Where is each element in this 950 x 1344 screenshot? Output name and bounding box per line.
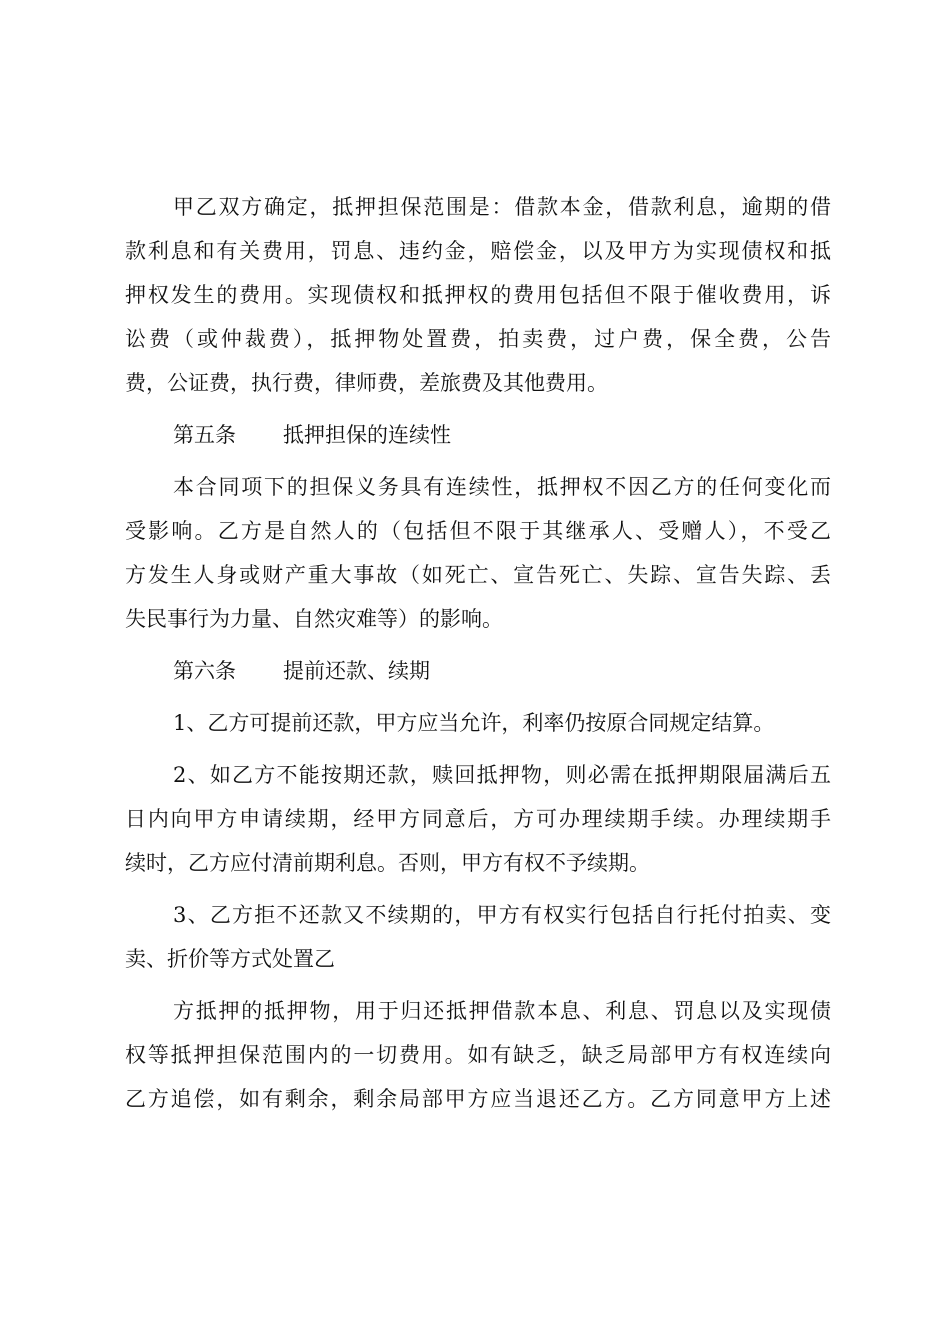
paragraph-disposal-continued [125,989,831,1121]
list-item-prepayment [125,701,831,745]
text-line: 本合同项下的担保义务具有连续性，抵押权不因乙方的任何变化而 [173,475,831,499]
article-6-number: 第六条 [173,659,236,683]
text-line: 方抵押的抵押物，用于归还抵押借款本息、利息、罚息以及实现债 [173,999,831,1023]
article-6-title: 提前还款、续期 [283,659,430,683]
text-line: 费，公证费，执行费，律师费，差旅费及其他费用。 [125,371,608,395]
text-line: 权等抵押担保范围内的一切费用。如有缺乏，缺乏局部甲方有权连续向 [125,1043,831,1067]
text-line: 甲乙双方确定，抵押担保范围是：借款本金，借款利息，逾期的借 [173,195,831,219]
text-line: 讼费（或仲裁费），抵押物处置费，拍卖费，过户费，保全费，公告 [125,327,831,351]
text-line: 2、如乙方不能按期还款，赎回抵押物，则必需在抵押期限届满后五 [173,763,831,787]
text-line: 卖、折价等方式处置乙 [125,947,335,971]
text-line: 款利息和有关费用，罚息、违约金，赔偿金，以及甲方为实现债权和抵 [125,239,831,263]
text-line: 日内向甲方申请续期，经甲方同意后，方可办理续期手续。办理续期手 [125,807,831,831]
article-5-title: 抵押担保的连续性 [283,423,451,447]
paragraph-guarantee-scope [125,185,831,405]
paragraph-continuity [125,465,831,641]
article-5-number: 第五条 [173,423,236,447]
text-line: 押权发生的费用。实现债权和抵押权的费用包括但不限于催收费用，诉 [125,283,831,307]
text-line: 失民事行为力量、自然灾难等）的影响。 [125,607,503,631]
list-item-disposal [125,893,831,981]
list-item-extension [125,753,831,885]
text-line: 续时，乙方应付清前期利息。否则，甲方有权不予续期。 [125,851,650,875]
text-line: 1、乙方可提前还款，甲方应当允许，利率仍按原合同规定结算。 [173,711,775,735]
text-line: 受影响。乙方是自然人的（包括但不限于其继承人、受赠人），不受乙 [125,519,831,543]
text-line: 3、乙方拒不还款又不续期的，甲方有权实行包括自行托付拍卖、变 [173,903,831,927]
text-line: 方发生人身或财产重大事故（如死亡、宣告死亡、失踪、宣告失踪、丢 [125,563,831,587]
document-body [125,185,831,1121]
article-6-heading [125,649,831,693]
text-line: 乙方追偿，如有剩余，剩余局部甲方应当退还乙方。乙方同意甲方上述 [125,1087,831,1111]
article-5-heading [125,413,831,457]
